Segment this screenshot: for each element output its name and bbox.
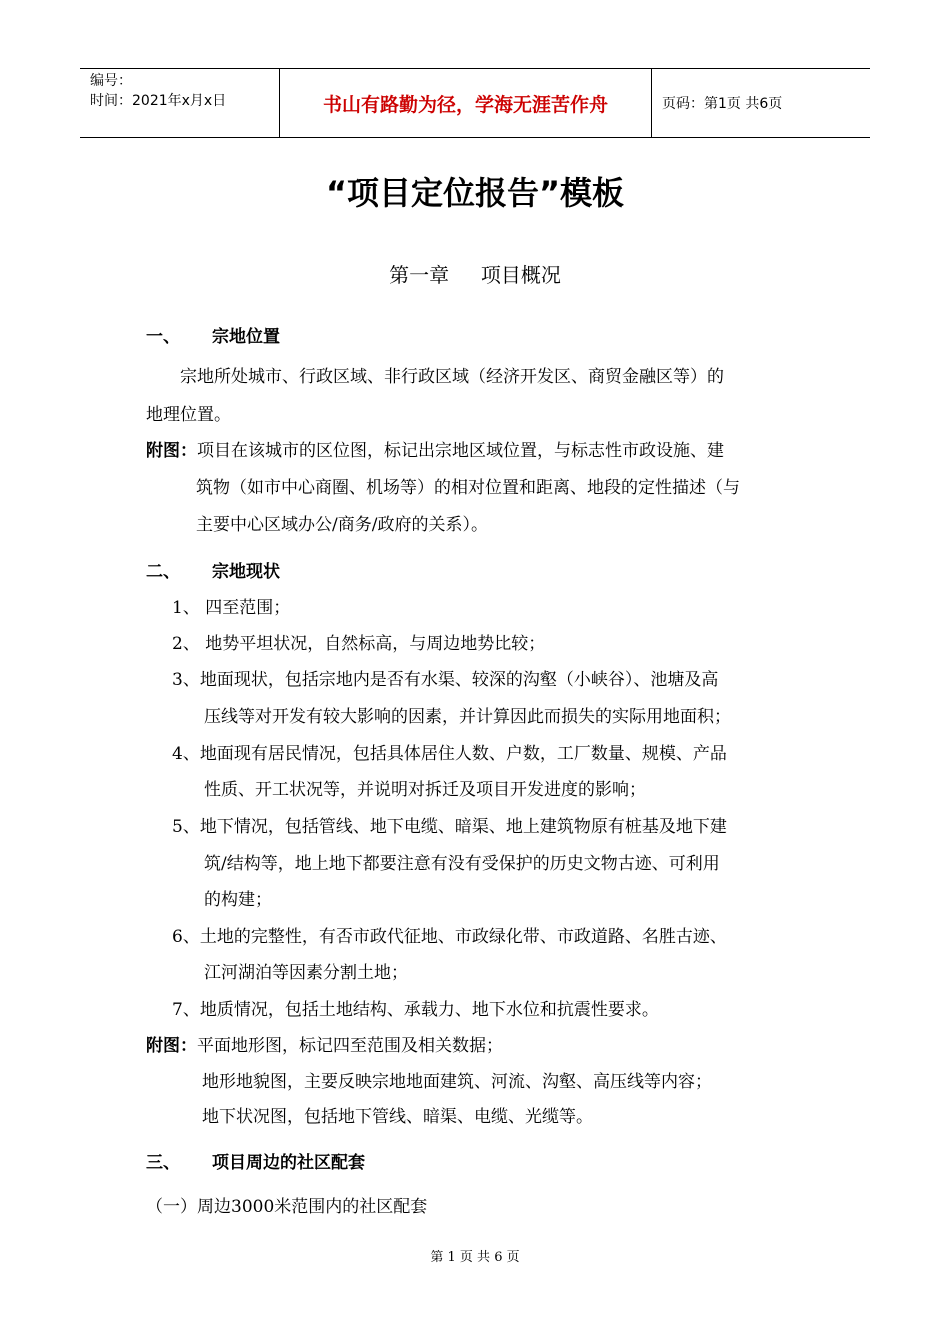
document-title: “项目定位报告”模板 — [325, 174, 625, 212]
attachment-line: 地下状况图，包括地下管线、暗渠、电缆、光缆等。 — [202, 1107, 593, 1127]
header-time: 时间：2021年x月x日 — [90, 93, 227, 109]
paragraph-line: 宗地所处城市、行政区域、非行政区域（经济开发区、商贸金融区等）的 — [180, 367, 724, 387]
header-number: 编号： — [90, 73, 132, 89]
paragraph-line: 地理位置。 — [146, 405, 231, 425]
list-item — [172, 593, 290, 618]
attachment-text: 项目在该城市的区位图，标记出宗地区域位置，与标志性市政设施、建 — [197, 441, 724, 461]
list-item — [172, 922, 727, 947]
section-number: 一、 — [146, 327, 180, 347]
section-heading — [146, 1148, 365, 1173]
page-header — [80, 68, 870, 138]
list-item-text: 地下情况，包括管线、地下电缆、暗渠、地上建筑物原有桩基及地下建 — [199, 817, 727, 837]
section-number: 三、 — [146, 1153, 180, 1173]
section-heading — [146, 322, 280, 347]
list-item-continuation: 压线等对开发有较大影响的因素，并计算因此而损失的实际用地面积； — [204, 707, 731, 727]
list-item-text: 四至范围； — [199, 598, 291, 618]
list-item-text: 土地的完整性，有否市政代征地、市政绿化带、市政道路、名胜古迹、 — [199, 927, 727, 947]
subsection-heading: （一）周边3000米范围内的社区配套 — [146, 1197, 428, 1217]
section-number: 二、 — [146, 562, 180, 582]
section-title: 项目周边的社区配套 — [212, 1153, 365, 1173]
header-page-info: 页码：第1页 共6页 — [662, 96, 783, 112]
list-item-text: 地面现状，包括宗地内是否有水渠、较深的沟壑（小峡谷）、池塘及高 — [199, 670, 719, 690]
attachment-line: 主要中心区域办公/商务/政府的关系）。 — [196, 515, 488, 535]
chapter-heading: 第一章 项目概况 — [389, 263, 561, 287]
list-item-number: 3、 — [172, 670, 200, 690]
list-item — [172, 812, 727, 837]
section-title: 宗地位置 — [212, 327, 280, 347]
list-item — [172, 995, 659, 1020]
attachment-line — [146, 1031, 503, 1056]
section-title: 宗地现状 — [212, 562, 280, 582]
section-heading — [146, 557, 280, 582]
list-item-number: 2、 — [172, 634, 200, 654]
list-item-text: 地面现有居民情况，包括具体居住人数、户数，工厂数量、规模、产品 — [199, 744, 727, 764]
list-item — [172, 629, 545, 654]
list-item-text: 地质情况，包括土地结构、承载力、地下水位和抗震性要求。 — [199, 1000, 659, 1020]
list-item-number: 7、 — [172, 1000, 200, 1020]
list-item — [172, 665, 718, 690]
header-motto: 书山有路勤为径，学海无涯苦作舟 — [280, 69, 652, 137]
list-item-number: 4、 — [172, 744, 200, 764]
list-item-continuation: 江河湖泊等因素分割土地； — [204, 963, 408, 983]
list-item-text: 地势平坦状况，自然标高，与周边地势比较； — [199, 634, 546, 654]
list-item — [172, 739, 727, 764]
attachment-line: 地形地貌图，主要反映宗地地面建筑、河流、沟壑、高压线等内容； — [202, 1072, 712, 1092]
list-item-continuation: 的构建； — [204, 890, 272, 910]
attachment-label: 附图： — [146, 1036, 197, 1056]
header-meta — [80, 69, 280, 137]
list-item-number: 5、 — [172, 817, 200, 837]
attachment-line — [146, 436, 724, 461]
list-item-continuation: 筑/结构等，地上地下都要注意有没有受保护的历史文物古迹、可利用 — [204, 854, 720, 874]
page-footer: 第 1 页 共 6 页 — [430, 1250, 520, 1265]
attachment-label: 附图： — [146, 441, 197, 461]
list-item-number: 6、 — [172, 927, 200, 947]
list-item-continuation: 性质、开工状况等，并说明对拆迁及项目开发进度的影响； — [204, 780, 646, 800]
list-item-number: 1、 — [172, 598, 200, 618]
attachment-text: 平面地形图，标记四至范围及相关数据； — [197, 1036, 503, 1056]
attachment-line: 筑物（如市中心商圈、机场等）的相对位置和距离、地段的定性描述（与 — [196, 478, 740, 498]
